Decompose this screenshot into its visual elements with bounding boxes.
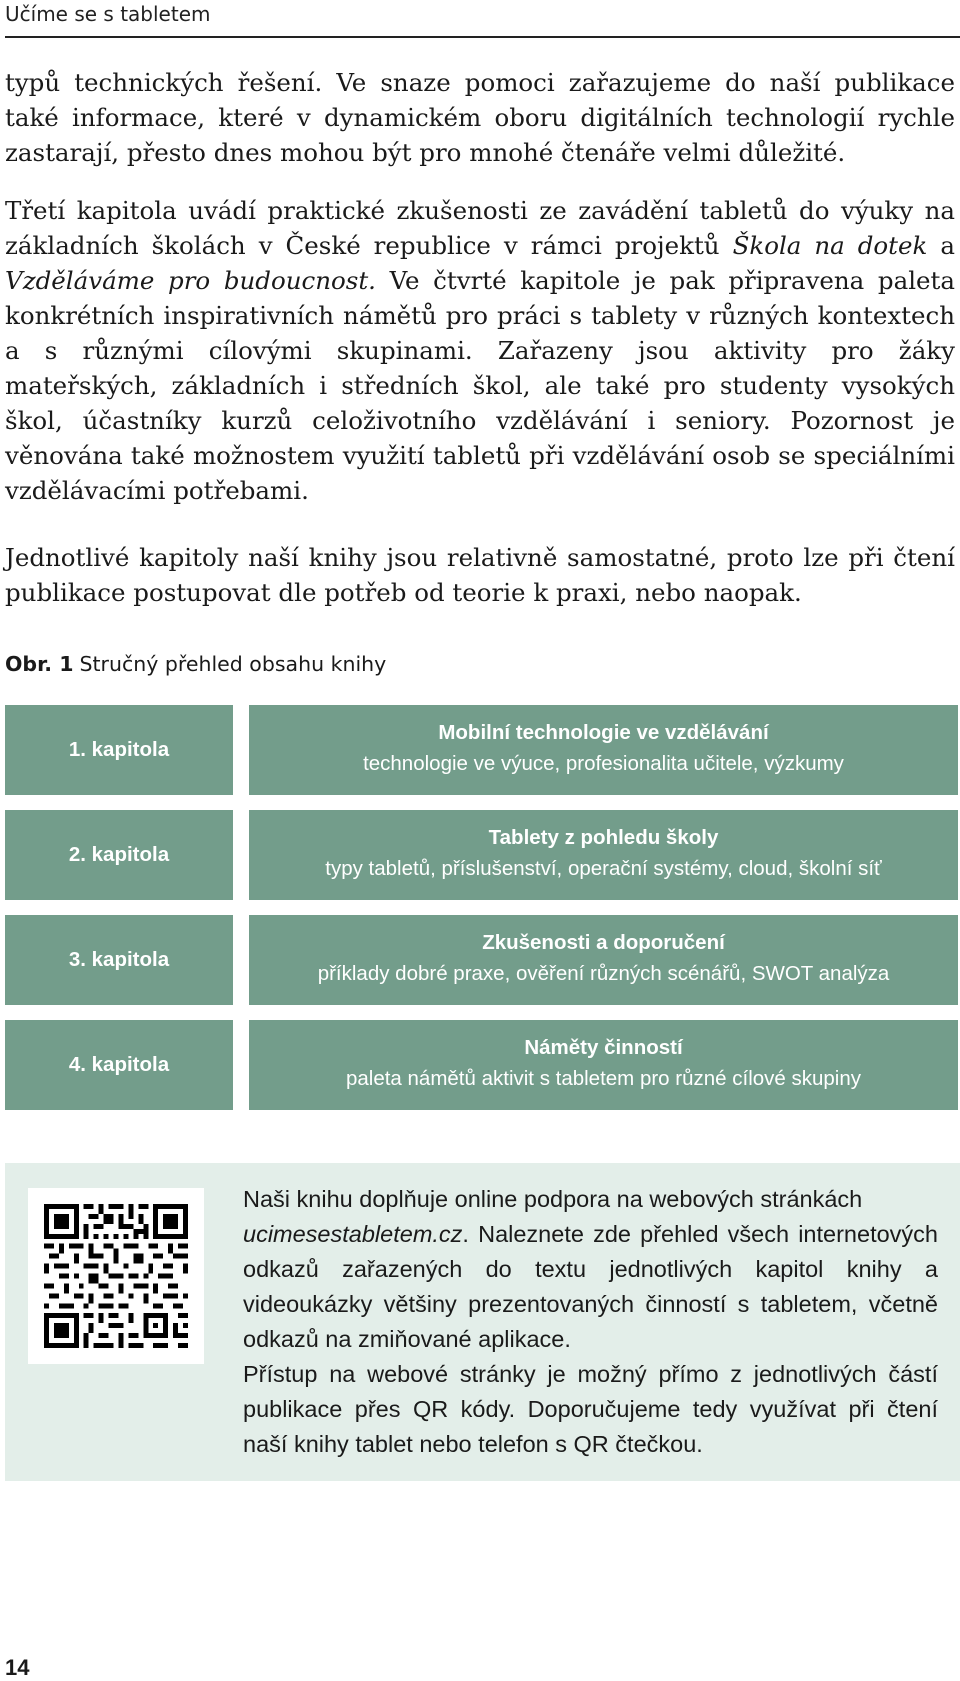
chapter-2-title: Tablety z pohledu školy	[488, 826, 719, 849]
chapter-1-title: Mobilní technologie ve vzdělávání	[438, 721, 769, 744]
chapter-4-label: 4. kapitola	[5, 1020, 233, 1110]
chapter-4-desc: paleta námětů aktivit s tabletem pro různé cílové skupiny	[345, 1067, 862, 1090]
chapter-2-box	[249, 810, 958, 900]
online-support-text	[243, 1182, 938, 1462]
chapter-2-label: 2. kapitola	[5, 810, 233, 900]
page-number: 14	[5, 1655, 30, 1680]
website-link[interactable]: ucimesestabletem.cz	[243, 1221, 463, 1247]
paragraph-chapters-start: Třetí kapitola uvádí praktické zkušenosti ze zavádění tabletů do výuky na základních školách v České republice v rámci projektů	[5, 196, 955, 260]
project-name-vzdelavame: Vzděláváme pro budoucnost.	[5, 266, 376, 295]
paragraph-and: a	[927, 231, 955, 260]
paragraph-chapters	[5, 193, 955, 508]
chapter-3-label: 3. kapitola	[5, 915, 233, 1005]
project-name-skola-na-dotek: Škola na dotek	[732, 231, 928, 260]
figure-caption	[5, 652, 386, 676]
paragraph-intro: typů technických řešení. Ve snaze pomoci zařazujeme do naší publikace také informace, které v dynamickém oboru digitálních technologií rychle zastarají, přesto dnes mohou být pro mnohé čtenáře velmi důležité.	[5, 68, 955, 167]
paragraph-reading: Jednotlivé kapitoly naší knihy jsou relativně samostatné, proto lze při čtení publikace postupovat dle potřeb od teorie k praxi, nebo naopak.	[5, 543, 955, 607]
chapter-1-box	[249, 705, 958, 795]
qr-code-icon[interactable]	[44, 1204, 188, 1348]
paragraph-chapters-end: Ve čtvrté kapitole je pak připravena paleta konkrétních inspirativních námětů pro práci s tablety v různých kontextech a s různými cílovými skupinami. Zařazeny jsou aktivity pro žáky mateřských, základních i středních škol, ale také pro studenty vysokých škol, účastníky kurzů celoživotního vzdělávání i seniory. Pozornost je věnována také možnostem využití tabletů při vzdělávání osob se speciálními vzdělávacími potřebami.	[5, 266, 956, 505]
qr-access-text: Přístup na webové stránky je možný přímo z jednotlivých částí publikace přes QR kódy. Doporučujeme tedy využívat při čtení naší knihy tablet nebo telefon s QR čtečkou.	[243, 1361, 938, 1457]
chapter-1-label: 1. kapitola	[5, 705, 233, 795]
header-divider	[5, 36, 960, 38]
chapter-3-desc: příklady dobré praxe, ověření různých scénářů, SWOT analýza	[317, 962, 890, 985]
chapter-1-desc: technologie ve výuce, profesionalita učitele, výzkumy	[363, 752, 844, 775]
figure-caption-text: Stručný přehled obsahu knihy	[79, 652, 387, 676]
online-support-details: . Naleznete zde přehled všech internetových odkazů zařazených do textu jednotlivých kapitol knihy a videoukázky většiny prezentovaných činností s tabletem, včetně odkazů na zmiňované aplikace.	[243, 1221, 938, 1352]
chapter-4-box	[249, 1020, 958, 1110]
chapter-3-box	[249, 915, 958, 1005]
chapter-2-desc: typy tabletů, příslušenství, operační systémy, cloud, školní síť	[325, 857, 882, 880]
figure-label: Obr. 1	[5, 652, 74, 676]
running-header: Učíme se s tabletem	[5, 2, 211, 26]
online-support-panel	[5, 1163, 960, 1481]
qr-code-box[interactable]	[28, 1188, 204, 1364]
chapter-3-title: Zkušenosti a doporučení	[482, 931, 725, 954]
chapter-4-title: Náměty činností	[524, 1036, 683, 1059]
online-support-intro: Naši knihu doplňuje online podpora na webových stránkách	[243, 1186, 863, 1212]
